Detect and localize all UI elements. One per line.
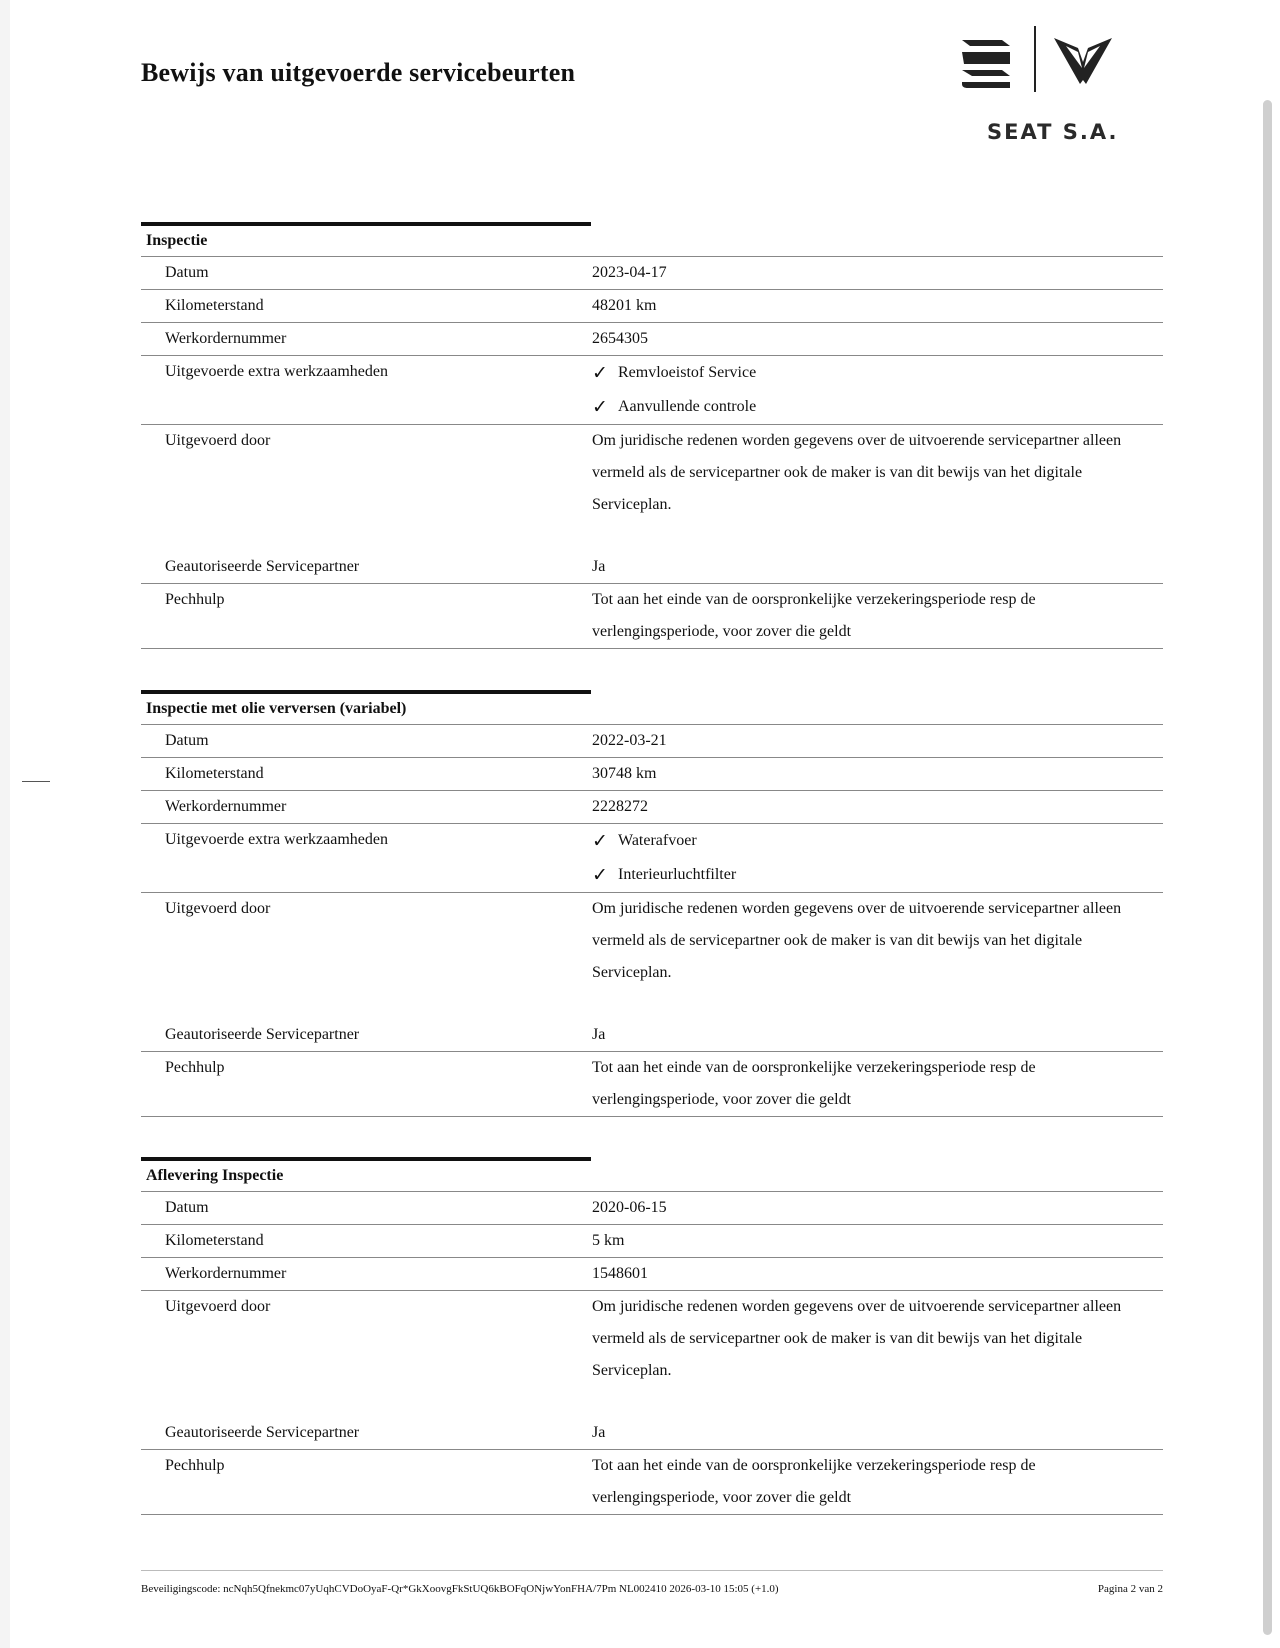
- margin-mark: [22, 781, 50, 782]
- service-section-aflevering: [141, 1157, 1163, 1515]
- document-title: Bewijs van uitgevoerde servicebeurten: [141, 58, 576, 87]
- row-extra-werkzaamheden: [141, 824, 1163, 893]
- row-werkordernummer: [141, 323, 1163, 356]
- row-extra-werkzaamheden: [141, 356, 1163, 425]
- section-title: Inspectie: [141, 226, 1163, 257]
- company-name: SEAT S.A.: [987, 120, 1119, 144]
- row-value: Ja: [592, 1424, 606, 1441]
- row-label: Werkordernummer: [165, 798, 287, 815]
- row-label: Geautoriseerde Servicepartner: [165, 1026, 360, 1043]
- row-value: 30748 km: [592, 765, 657, 782]
- section-title: Inspectie met olie verversen (variabel): [141, 694, 1163, 725]
- page-footer: [141, 1570, 1163, 1595]
- list-item: [592, 356, 1163, 390]
- row-value: Tot aan het einde van de oorspronkelijke verzekeringsperiode resp de verlengingsperiode, voor zover die geldt: [592, 1457, 1036, 1506]
- item-text: Waterafvoer: [618, 832, 697, 849]
- row-value: Om juridische redenen worden gegevens over de uitvoerende servicepartner alleen vermeld als de servicepartner ook de maker is van dit bewijs van het digitale Serviceplan.: [592, 1298, 1122, 1379]
- row-datum: [141, 725, 1163, 758]
- row-datum: [141, 257, 1163, 290]
- row-value: [592, 824, 1163, 892]
- row-label: Kilometerstand: [165, 765, 264, 782]
- row-label: Geautoriseerde Servicepartner: [165, 558, 360, 575]
- row-value: 2654305: [592, 330, 648, 347]
- row-kilometerstand: [141, 1225, 1163, 1258]
- check-icon: ✓: [592, 830, 608, 852]
- row-pechhulp: [141, 1450, 1163, 1515]
- row-label: Geautoriseerde Servicepartner: [165, 1424, 360, 1441]
- row-uitgevoerd-door: [141, 893, 1163, 1019]
- row-value: Ja: [592, 1026, 606, 1043]
- item-text: Remvloeistof Service: [618, 364, 757, 381]
- row-label: Pechhulp: [165, 1059, 225, 1076]
- row-value: 2022-03-21: [592, 732, 667, 749]
- brand-logos: [960, 24, 1120, 144]
- row-label: Pechhulp: [165, 1457, 225, 1474]
- page-number: Pagina 2 van 2: [1097, 1583, 1163, 1595]
- row-kilometerstand: [141, 290, 1163, 323]
- service-section-inspectie: [141, 222, 1163, 649]
- row-pechhulp: [141, 584, 1163, 649]
- security-code: Beveiligingscode: ncNqh5Qfnekmc07yUqhCVDoOyaF-Qr*GkXoovgFkStUQ6kBOFqONjwYonFHA/7Pm NL002410 2026-03-10 15:05 (+1.0): [141, 1583, 779, 1595]
- page-edge: [0, 0, 10, 1648]
- row-value: 2023-04-17: [592, 264, 667, 281]
- row-label: Uitgevoerd door: [165, 432, 271, 449]
- row-uitgevoerd-door: [141, 1291, 1163, 1417]
- row-label: Uitgevoerd door: [165, 900, 271, 917]
- row-label: Uitgevoerd door: [165, 1298, 271, 1315]
- scrollbar[interactable]: [1263, 100, 1272, 1635]
- row-value: Tot aan het einde van de oorspronkelijke verzekeringsperiode resp de verlengingsperiode, voor zover die geldt: [592, 591, 1036, 640]
- row-label: Uitgevoerde extra werkzaamheden: [165, 363, 388, 380]
- list-item: [592, 824, 1163, 858]
- row-value: Tot aan het einde van de oorspronkelijke verzekeringsperiode resp de verlengingsperiode, voor zover die geldt: [592, 1059, 1036, 1108]
- item-text: Aanvullende controle: [618, 398, 757, 415]
- row-label: Werkordernummer: [165, 1265, 287, 1282]
- list-item: [592, 390, 1163, 424]
- check-icon: ✓: [592, 396, 608, 418]
- row-value: Ja: [592, 558, 606, 575]
- check-icon: ✓: [592, 362, 608, 384]
- row-label: Datum: [165, 264, 209, 281]
- row-servicepartner: [141, 551, 1163, 584]
- row-label: Datum: [165, 1199, 209, 1216]
- row-value: Om juridische redenen worden gegevens over de uitvoerende servicepartner alleen vermeld als de servicepartner ook de maker is van dit bewijs van het digitale Serviceplan.: [592, 432, 1122, 513]
- section-title: Aflevering Inspectie: [141, 1161, 1163, 1192]
- row-kilometerstand: [141, 758, 1163, 791]
- cupra-logo-icon: [1050, 34, 1116, 88]
- row-label: Kilometerstand: [165, 297, 264, 314]
- row-value: 2228272: [592, 798, 648, 815]
- row-pechhulp: [141, 1052, 1163, 1117]
- row-label: Uitgevoerde extra werkzaamheden: [165, 831, 388, 848]
- row-label: Kilometerstand: [165, 1232, 264, 1249]
- row-werkordernummer: [141, 791, 1163, 824]
- service-section-olie: [141, 690, 1163, 1117]
- row-label: Datum: [165, 732, 209, 749]
- row-value: 5 km: [592, 1232, 625, 1249]
- row-datum: [141, 1192, 1163, 1225]
- check-icon: ✓: [592, 864, 608, 886]
- row-servicepartner: [141, 1019, 1163, 1052]
- row-servicepartner: [141, 1417, 1163, 1450]
- row-value: Om juridische redenen worden gegevens over de uitvoerende servicepartner alleen vermeld als de servicepartner ook de maker is van dit bewijs van het digitale Serviceplan.: [592, 900, 1122, 981]
- row-value: 48201 km: [592, 297, 657, 314]
- row-value: 1548601: [592, 1265, 648, 1282]
- row-value: 2020-06-15: [592, 1199, 667, 1216]
- row-label: Pechhulp: [165, 591, 225, 608]
- row-uitgevoerd-door: [141, 425, 1163, 551]
- row-werkordernummer: [141, 1258, 1163, 1291]
- item-text: Interieurluchtfilter: [618, 866, 737, 883]
- list-item: [592, 858, 1163, 892]
- row-label: Werkordernummer: [165, 330, 287, 347]
- row-value: [592, 356, 1163, 424]
